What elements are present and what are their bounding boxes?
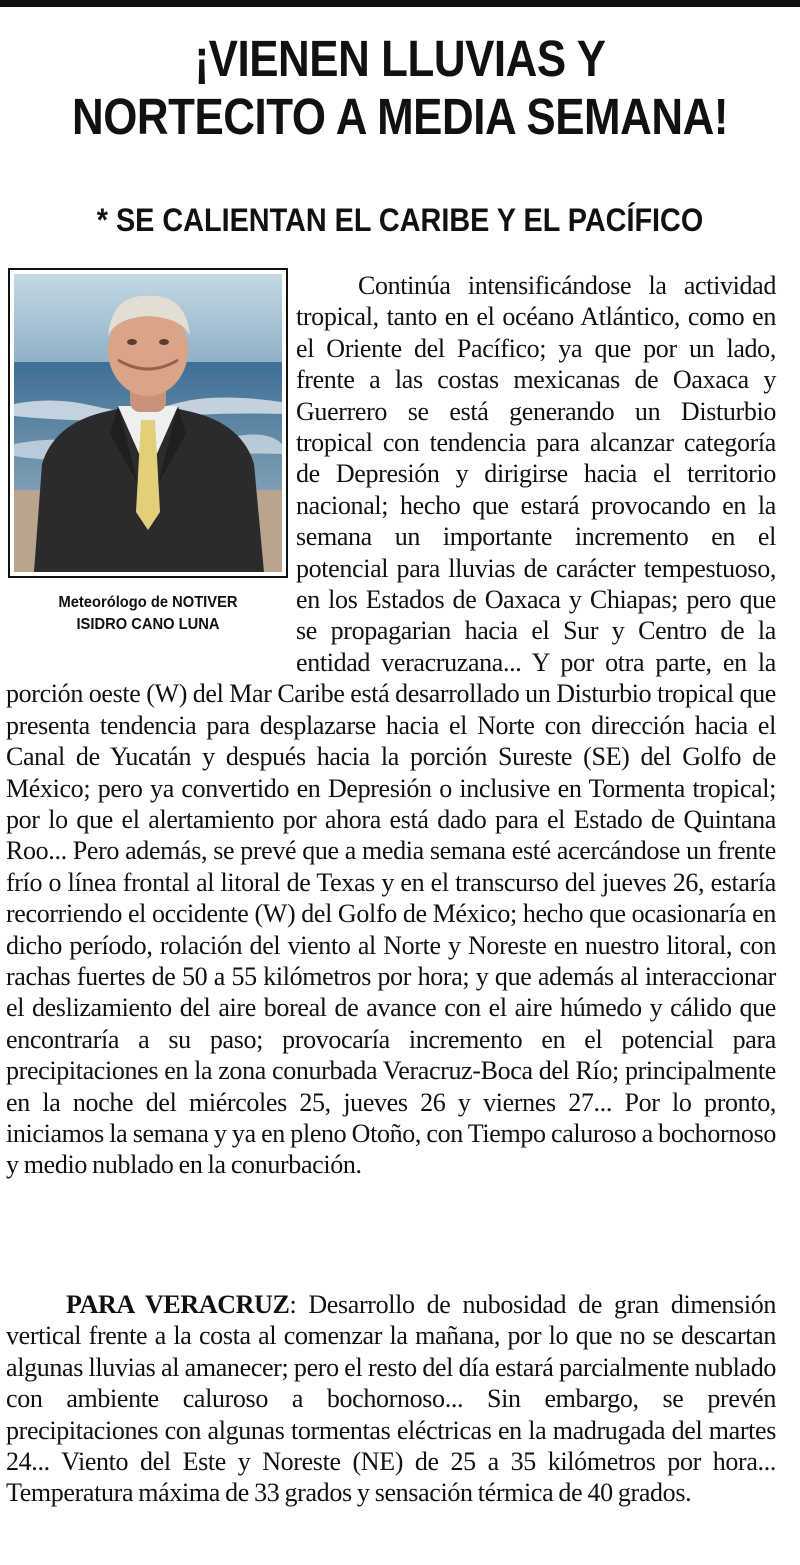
headline bbox=[56, 30, 744, 146]
top-rule bbox=[0, 0, 800, 7]
caption-line-1: Meteorólogo de NOTIVER bbox=[58, 594, 238, 611]
headline-line-1: ¡VIENEN LLUVIAS Y bbox=[194, 30, 606, 87]
paragraph-2-text: : Desarrollo de nubosidad de gran dimensión vertical frente a la costa al comenzar la mañana, por lo que no se descartan algunas lluvias al amanecer; pero el resto del día estará parcialmente nublado con ambiente caluroso a bochornoso... Sin embargo, se prevén precipitaciones con algunas tormentas eléctricas en la madrugada del martes 24... Viento del Este y Noreste (NE) de 25 a 35 kilómetros por hora... Temperatura máxima de 33 grados y sensación térmica de 40 grados. bbox=[6, 1290, 776, 1508]
headline-line-2: NORTECITO A MEDIA SEMANA! bbox=[71, 88, 729, 145]
article-paragraph-2 bbox=[6, 1289, 776, 1509]
subheadline: * SE CALIENTAN EL CARIBE Y EL PACÍFICO bbox=[96, 202, 704, 238]
paragraph-1-text: Continúa intensificándose la actividad tropical, tanto en el océano Atlántico, como en el Oriente del Pacífico; ya que por un lado, frente a las costas mexicanas de Oaxaca y Guerrero se está generando un Disturbio tropical con tendencia para alcanzar categoría de Depresión y dirigirse hacia el territorio nacional; hecho que estará provocando en la semana un importante incremento en el potencial para lluvias de carácter tempestuoso, en los Estados de Oaxaca y Chiapas; pero que se propagarian hacia el Sur y Centro de la entidad veracruzana... Y por otra parte, en la porción oeste (W) del Mar Caribe está desarrollado un Disturbio tropical que presenta tendencia para desplazarse hacia el Norte con dirección hacia el Canal de Yucatán y después hacia la porción Sureste (SE) del Golfo de México; pero ya convertido en Depresión o inclusive en Tormenta tropical; por lo que el alertamiento por ahora está dado para el Estado de Quintana Roo... Pero además, se prevé que a media semana esté acercándose un frente frío o línea frontal al litoral de Texas y en el transcurso del jueves 26, estaría recorriendo el occidente (W) del Golfo de México; hecho que ocasionaría en dicho período, rolación del viento al Norte y Noreste en nuestro litoral, con rachas fuertes de 50 a 55 kilómetros por hora; y que además al interaccionar el deslizamiento del aire boreal de avance con el aire húmedo y cálido que encontraría a su paso; provocaría incremento en el potencial para precipitaciones en la zona conurbada Veracruz-Boca del Río; principalmente en la noche del miércoles 25, jueves 26 y viernes 27... Por lo pronto, iniciamos la semana y ya en pleno Otoño, con Tiempo caluroso a bochornoso y medio nublado en la conurbación. bbox=[6, 271, 776, 1180]
caption-line-2: ISIDRO CANO LUNA bbox=[76, 616, 220, 633]
article-paragraph-1 bbox=[6, 270, 776, 1181]
paragraph-2-lead: PARA VERACRUZ bbox=[66, 1290, 290, 1319]
